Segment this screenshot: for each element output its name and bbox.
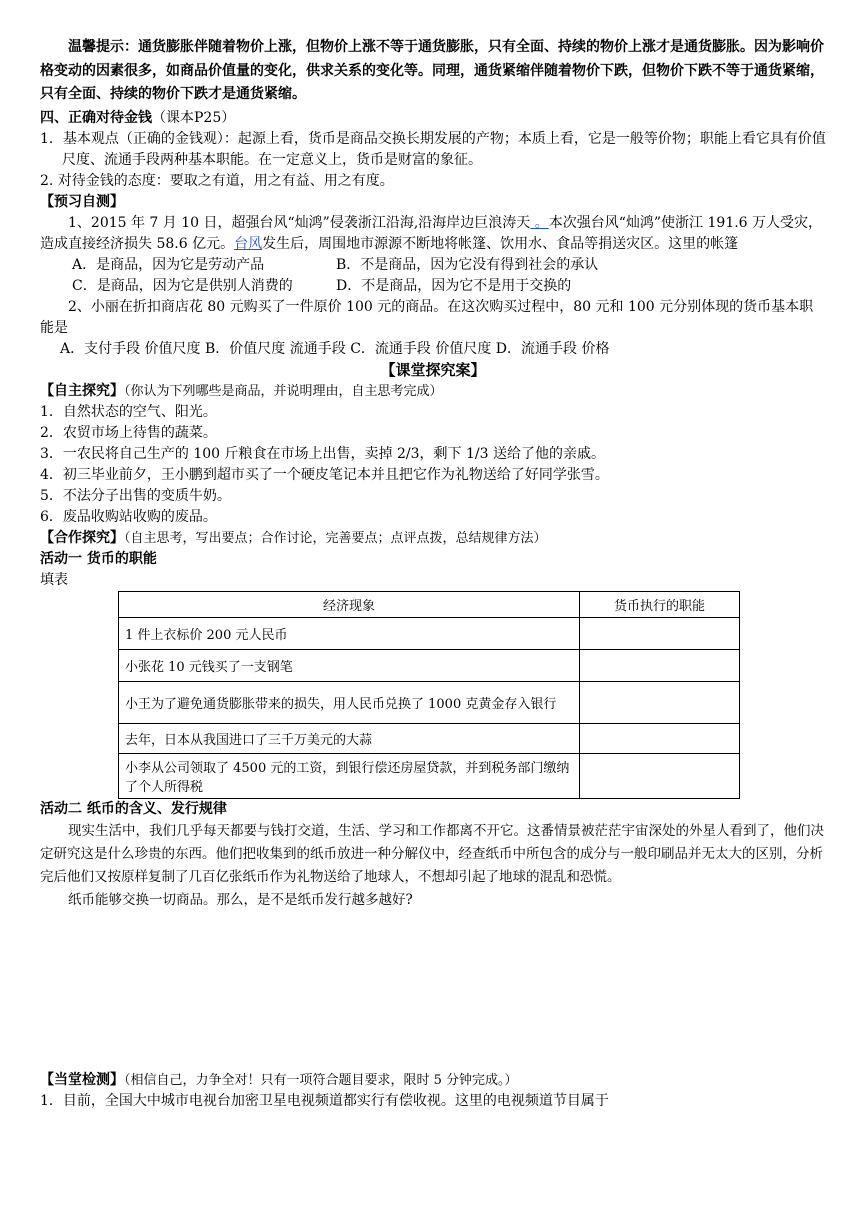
q1-option-d: D．不是商品，因为它不是用于交换的 <box>336 277 572 294</box>
section4-heading <box>40 108 826 129</box>
table-cell-answer[interactable] <box>580 681 740 723</box>
check-note: （相信自己，力争全对！只有一项符合题目要求，限时 5 分钟完成。） <box>124 1072 518 1088</box>
q1-option-c: C．是商品，因为它是供别人消费的 <box>72 277 293 294</box>
table-cell-phenomenon: 去年，日本从我国进口了三千万美元的大蒜 <box>119 723 580 753</box>
self-explore-title: 【自主探究】 <box>40 382 124 399</box>
list-item: 1．自然状态的空气、阳光。 <box>40 403 217 420</box>
table-cell-phenomenon: 1 件上衣标价 200 元人民币 <box>119 617 580 649</box>
table-cell-answer[interactable] <box>580 723 740 753</box>
activity2-paragraph: 现实生活中，我们几乎每天都要与钱打交道，生活、学习和工作都离不开它。这番情景被茫茫宇宙深处的外星人看到了，他们决定研究这是什么珍贵的东西。他们把收集到的纸币放进一种分解仪中，经查纸币中所包含的成分与一般印刷品并无太大的区别，分析完后他们又按原样复制了几百亿张纸币作为礼物送给了地球人，不想却引起了地球的混乱和恐慌。 <box>40 822 824 885</box>
coop-title: 【合作探究】 <box>40 529 124 546</box>
coop-note: （自主思考，写出要点；合作讨论，完善要点；点评点拨，总结规律方法） <box>124 530 547 546</box>
q1-options <box>40 255 826 297</box>
tip-paragraph: 温馨提示：通货膨胀伴随着物价上涨，但物价上涨不等于通货膨胀，只有全面、持续的物价上涨才是通货膨胀。因为影响价格变动的因素很多，如商品价值量的变化，供求关系的变化等。同理，通货紧缩伴随着物价下跌，但物价下跌不等于通货紧缩，只有全面、持续的物价下跌才是通货紧缩。 <box>40 39 824 102</box>
check-title: 【当堂检测】 <box>40 1071 124 1088</box>
table-row <box>119 617 740 649</box>
list-item: 5．不法分子出售的变质牛奶。 <box>40 487 231 504</box>
section4-item2: 2. 对待金钱的态度：要取之有道，用之有益、用之有度。 <box>40 172 394 189</box>
preview-q1 <box>40 213 826 255</box>
q2-options: A．支付手段 价值尺度 B．价值尺度 流通手段 C．流通手段 价值尺度 D．流通手段 价格 <box>60 340 610 357</box>
q1-link-1[interactable]: 。 <box>530 214 549 231</box>
preview-heading: 【预习自测】 <box>40 193 124 210</box>
check-q1: 1．目前，全国大中城市电视台加密卫星电视频道都实行有偿收视。这里的电视频道节目属于 <box>40 1092 609 1109</box>
check-heading <box>40 1070 826 1091</box>
table-cell-answer[interactable] <box>580 649 740 681</box>
table-cell-phenomenon: 小李从公司领取了 4500 元的工资，到银行偿还房屋贷款，并到税务部门缴纳了个人所得税 <box>119 753 580 798</box>
section4-note: （课本P25） <box>152 109 236 126</box>
table-cell-answer[interactable] <box>580 753 740 798</box>
function-table <box>118 591 740 799</box>
table-header-phenomenon: 经济现象 <box>119 591 580 617</box>
q1-text-1: 1、2015 年 7 月 10 日，超强台风“灿鸿”侵袭浙江沿海,沿海岸边巨浪涛天 <box>68 214 531 231</box>
list-item: 3．一农民将自己生产的 100 斤粮食在市场上出售，卖掉 2/3，剩下 1/3 送给了他的亲戚。 <box>40 445 605 462</box>
section4-title: 四、正确对待金钱 <box>40 109 152 126</box>
q1-text-2: 本次强台风“灿鸿”使浙江 191.6 万人受灾，造成直接经济损失 58.6 亿元。 <box>40 214 823 252</box>
list-item: 4．初三毕业前夕，王小鹏到超市买了一个硬皮笔记本并且把它作为礼物送给了好同学张雪。 <box>40 466 609 483</box>
document-page <box>40 36 826 1112</box>
section4-item1: 1．基本观点（正确的金钱观）：起源上看，货币是商品交换长期发展的产物；本质上看，它是一般等价物；职能上看它具有价值尺度、流通手段两种基本职能。在一定意义上，货币是财富的象征。 <box>40 130 826 168</box>
self-explore-heading <box>40 381 826 402</box>
q1-option-b: B．不是商品，因为它没有得到社会的承认 <box>336 256 599 273</box>
activity2-title: 活动二 纸币的含义、发行规律 <box>40 800 227 817</box>
fill-table-label: 填表 <box>40 571 68 588</box>
activity2-question: 纸币能够交换一切商品。那么，是不是纸币发行越多越好? <box>68 891 413 908</box>
list-item: 6．废品收购站收购的废品。 <box>40 508 217 525</box>
table-cell-phenomenon: 小王为了避免通货膨胀带来的损失，用人民币兑换了 1000 克黄金存入银行 <box>119 681 580 723</box>
answer-space[interactable] <box>40 912 826 1070</box>
self-explore-note: （你认为下列哪些是商品，并说明理由，自主思考完成） <box>124 383 443 399</box>
table-header-row <box>119 591 740 617</box>
q1-option-a: A．是商品，因为它是劳动产品 <box>72 256 265 273</box>
table-header-function: 货币执行的职能 <box>580 591 740 617</box>
table-row <box>119 681 740 723</box>
table-row <box>119 649 740 681</box>
preview-q2: 2、小丽在折扣商店花 80 元购买了一件原价 100 元的商品。在这次购买过程中，80 元和 100 元分别体现的货币基本职能是 <box>40 298 814 336</box>
list-item: 2．农贸市场上待售的蔬菜。 <box>40 424 217 441</box>
q1-text-3: 发生后，周围地市源源不断地将帐篷、饮用水、食品等捐送灾区。这里的帐篷 <box>262 235 739 252</box>
table-row <box>119 753 740 798</box>
table-row <box>119 723 740 753</box>
class-title: 【课堂探究案】 <box>380 360 486 379</box>
table-cell-phenomenon: 小张花 10 元钱买了一支钢笔 <box>119 649 580 681</box>
activity1-title: 活动一 货币的职能 <box>40 550 157 567</box>
q1-link-typhoon[interactable]: 台风 <box>234 235 263 252</box>
coop-heading <box>40 528 826 549</box>
table-cell-answer[interactable] <box>580 617 740 649</box>
